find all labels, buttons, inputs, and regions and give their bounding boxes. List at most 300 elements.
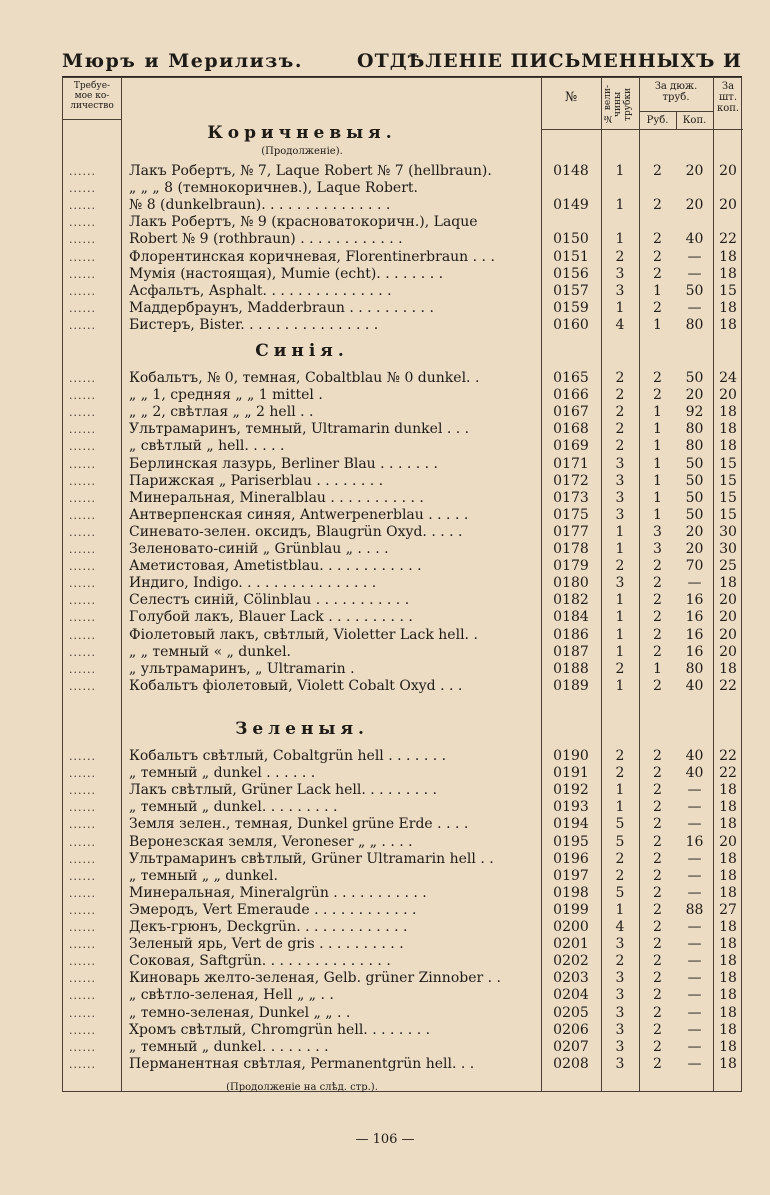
qty-cell: ...... [69,1023,96,1037]
header-per-piece: За шт. коп. [716,81,740,114]
item-number: 0193 [553,799,589,816]
qty-cell: ...... [69,1057,96,1071]
qty-cell: ...... [69,182,96,196]
table-row [63,507,743,524]
item-name: Хромъ свѣтлый, Chromgrün hell. . . . . . . . [129,1021,431,1038]
item-price-rub: 1 [653,660,662,677]
qty-cell: ...... [69,1006,96,1020]
item-name: „ темно-зеленая, Dunkel „ „ . . [129,1004,351,1021]
item-price-piece: 18 [719,660,737,677]
item-number: 0194 [553,816,589,833]
item-price-rub: 1 [653,316,662,333]
table-row [63,592,743,609]
item-number: 0187 [553,643,589,660]
item-name: Зеленый ярь, Vert de gris . . . . . . . . . . [129,936,404,953]
qty-cell: ...... [69,869,96,883]
item-number: 0199 [553,901,589,918]
item-price-kop: 20 [685,387,704,404]
item-price-kop: — [687,1055,702,1072]
table-row [63,868,743,885]
item-price-kop: — [687,782,702,799]
item-tube-size: 3 [615,472,625,489]
item-number: 0207 [553,1038,589,1055]
table-row [63,558,743,575]
item-name: Земля зелен., темная, Dunkel grüne Erde . . . . [129,816,469,833]
item-price-rub: 2 [653,265,662,282]
item-name: „ темный „ „ dunkel. [129,867,278,884]
item-price-piece: 20 [719,163,737,179]
qty-cell: ...... [69,301,96,315]
table-row [63,627,743,644]
item-name: „ свѣтлый „ hell. . . . . [129,438,285,455]
item-price-kop: 70 [685,558,704,575]
item-name: Ультрамаринъ свѣтлый, Grüner Ultramarin hell . . [129,850,494,867]
table-row [63,936,743,953]
item-name: Аметистовая, Ametistblau. . . . . . . . . . . . [129,558,422,575]
item-price-kop: 50 [685,472,704,489]
item-number: 0167 [553,404,589,421]
item-tube-size: 3 [615,489,625,506]
item-price-kop: — [687,987,702,1004]
item-tube-size: 2 [615,248,625,265]
item-price-piece: 18 [719,919,737,935]
item-number: 0160 [553,316,589,333]
item-tube-size: 2 [615,370,625,386]
item-price-piece: 25 [719,558,737,575]
item-price-kop: 40 [685,231,704,248]
header-per-dozen: За дюж. труб. [654,81,698,103]
item-name: Зеленовато-синій „ Grünblau „ . . . . [129,541,389,557]
item-name: Киноварь желто-зеленая, Gelb. grüner Zinnober . . [129,970,501,987]
qty-cell: ...... [69,852,96,866]
item-price-rub: 2 [653,231,662,248]
item-price-piece: 18 [719,884,737,901]
item-price-rub: 2 [653,884,662,901]
table-row [63,404,743,421]
item-price-rub: 2 [653,575,662,592]
qty-cell: ...... [69,389,96,403]
item-price-kop: — [687,953,702,970]
table-row [63,678,743,695]
item-tube-size: 1 [615,799,625,816]
item-price-kop: 16 [685,643,704,660]
item-price-kop: — [687,248,702,265]
item-price-rub: 2 [653,558,662,575]
item-tube-size: 2 [615,765,625,782]
item-number: 0204 [553,987,589,1004]
item-tube-size: 3 [615,936,625,953]
header-kop: Коп. [682,115,707,126]
item-number: 0171 [553,455,589,472]
item-number: 0198 [553,884,589,901]
qty-cell: ...... [69,784,96,798]
item-price-kop: 16 [685,592,704,609]
item-price-piece: 18 [719,575,737,592]
item-number: 0180 [553,575,589,592]
item-price-rub: 2 [653,867,662,884]
item-number: 0192 [553,782,589,799]
item-name: „ ультрамаринъ, „ Ultramarin . [129,660,355,677]
item-tube-size: 3 [615,1021,625,1038]
item-name: „ свѣтло-зеленая, Hell „ „ . . [129,987,334,1004]
item-price-rub: 1 [653,282,662,299]
qty-cell: ...... [69,406,96,420]
item-price-piece: 15 [719,506,737,523]
item-price-kop: 80 [685,316,704,333]
item-price-rub: 2 [653,592,662,609]
item-price-rub: 2 [653,299,662,316]
item-price-rub: 2 [653,833,662,850]
item-name: „ темный „ dunkel. . . . . . . . [129,1038,329,1055]
item-tube-size: 3 [615,1038,625,1055]
item-tube-size: 3 [615,970,625,987]
qty-cell: ...... [69,250,96,264]
page-header [62,44,742,78]
item-price-piece: 18 [719,316,737,333]
item-price-piece: 18 [719,1055,737,1072]
item-price-rub: 2 [653,609,662,626]
item-price-kop: — [687,265,702,282]
item-name: Бистеръ, Bister. . . . . . . . . . . . . . . . [129,316,379,333]
item-number: 0165 [553,370,589,386]
item-price-piece: 30 [719,541,737,557]
item-name: Кобальтъ фіолетовый, Violett Cobalt Oxyd . . . [129,677,463,694]
qty-cell: ...... [69,423,96,437]
item-price-rub: 2 [653,387,662,404]
qty-cell: ...... [69,543,96,556]
item-price-kop: — [687,970,702,987]
item-price-kop: 50 [685,370,704,386]
qty-cell: ...... [69,750,96,763]
table-row [63,387,743,404]
header-tube-size: № вели- чины трубки [603,85,633,124]
item-name: Голубой лакъ, Blauer Lack . . . . . . . . . . [129,609,413,626]
table-row [63,524,743,541]
section-title: Коричневыя. [207,123,397,143]
item-name: Ультрамаринъ, темный, Ultramarin dunkel . . . [129,421,470,438]
item-price-kop: — [687,799,702,816]
item-price-piece: 18 [719,438,737,455]
header-divider [63,119,121,120]
item-name: Индиго, Indigo. . . . . . . . . . . . . . . . [129,575,377,592]
qty-cell: ...... [69,921,96,934]
table-row [63,1022,743,1039]
item-tube-size: 2 [615,438,625,455]
item-price-rub: 1 [653,489,662,506]
item-number: 0190 [553,748,589,764]
item-tube-size: 4 [615,316,625,333]
table-row [63,661,743,678]
item-price-piece: 18 [719,987,737,1004]
item-tube-size: 3 [615,987,625,1004]
item-price-rub: 2 [653,970,662,987]
item-tube-size: 2 [615,953,625,970]
item-price-kop: 80 [685,438,704,455]
item-price-piece: 20 [719,197,737,214]
qty-cell: ...... [69,989,96,1003]
table-row [63,970,743,987]
item-price-rub: 2 [653,765,662,782]
item-number: 0178 [553,541,589,557]
item-price-rub: 2 [653,782,662,799]
item-tube-size: 1 [615,782,625,799]
qty-cell: ...... [69,284,96,298]
item-price-rub: 1 [653,404,662,421]
qty-cell: ...... [69,903,96,917]
item-price-kop: — [687,575,702,592]
item-number: 0159 [553,299,589,316]
table-row [63,919,743,936]
item-name: Селестъ синій, Cölinblau . . . . . . . . . . . [129,592,410,609]
item-price-piece: 27 [719,901,737,918]
qty-cell: ...... [69,628,96,642]
header-number: № [564,90,578,105]
header-divider [639,111,713,112]
item-price-rub: 2 [653,850,662,867]
item-price-rub: 3 [653,523,662,540]
qty-cell: ...... [69,801,96,815]
item-price-kop: 80 [685,421,704,438]
item-price-kop: 50 [685,506,704,523]
qty-cell: ...... [69,662,96,676]
item-name: Синевато-зелен. оксидъ, Blaugrün Oxyd. . . . . [129,523,463,540]
item-tube-size: 1 [615,643,625,660]
table-row [63,370,743,387]
item-name: Robert № 9 (rothbraun) . . . . . . . . . . . . [129,231,403,248]
table-row [63,987,743,1004]
item-price-rub: 2 [653,748,662,764]
item-price-piece: 18 [719,265,737,282]
qty-cell: ...... [69,267,96,281]
item-name: „ темный „ dunkel . . . . . . [129,765,316,782]
item-price-rub: 3 [653,541,662,557]
item-number: 0186 [553,626,589,643]
item-number: 0197 [553,867,589,884]
item-price-piece: 18 [719,867,737,884]
table-row [63,1056,743,1073]
item-name: Кобальтъ, № 0, темная, Cobaltblau № 0 dunkel. . [129,370,480,386]
item-price-rub: 2 [653,936,662,953]
item-name: № 8 (dunkelbraun). . . . . . . . . . . . . . . [129,197,391,214]
table-row [63,575,743,592]
qty-cell: ...... [69,457,96,471]
item-price-rub: 2 [653,248,662,265]
qty-cell: ...... [69,955,96,969]
item-price-rub: 2 [653,1021,662,1038]
item-price-kop: 50 [685,489,704,506]
price-table [62,77,742,1092]
header-rub: Руб. [646,115,669,126]
item-price-piece: 20 [719,833,737,850]
table-row [63,180,743,197]
table-row [63,214,743,231]
item-name: „ „ 1, средняя „ „ 1 mittel . [129,387,323,404]
table-row [63,197,743,214]
item-number: 0184 [553,609,589,626]
item-price-piece: 18 [719,1004,737,1021]
table-row [63,1039,743,1056]
item-price-rub: 2 [653,677,662,694]
item-number: 0177 [553,523,589,540]
item-name: Минеральная, Mineralgrün . . . . . . . . . . . [129,884,427,901]
item-price-piece: 22 [719,748,737,764]
table-row [63,541,743,558]
item-price-piece: 18 [719,1021,737,1038]
qty-cell: ...... [69,318,96,332]
item-tube-size: 1 [615,299,625,316]
qty-cell: ...... [69,525,96,539]
item-price-kop: — [687,936,702,953]
item-price-piece: 24 [719,370,737,386]
item-price-rub: 1 [653,506,662,523]
item-name: Лакъ Робертъ, № 9 (красноватокоричн.), Laque [129,214,478,231]
item-price-piece: 20 [719,643,737,660]
page-number: — 106 — [355,1132,415,1147]
qty-cell: ...... [69,165,96,178]
item-name: Антверпенская синяя, Antwerpenerblau . . . . . [129,506,469,523]
item-price-kop: — [687,867,702,884]
table-row [63,851,743,868]
item-price-piece: 18 [719,936,737,953]
qty-cell: ...... [69,594,96,608]
item-price-piece: 18 [719,1038,737,1055]
item-price-rub: 1 [653,421,662,438]
item-tube-size: 2 [615,867,625,884]
item-number: 0151 [553,248,589,265]
table-row [63,1005,743,1022]
table-row [63,490,743,507]
item-name: Лакъ свѣтлый, Grüner Lack hell. . . . . . . . . [129,782,437,799]
qty-cell: ...... [69,372,96,385]
item-tube-size: 1 [615,541,625,557]
table-row [63,421,743,438]
item-tube-size: 3 [615,506,625,523]
item-name: Кобальтъ свѣтлый, Cobaltgrün hell . . . . . . . [129,748,447,764]
item-tube-size: 2 [615,558,625,575]
item-price-piece: 15 [719,282,737,299]
item-price-piece: 20 [719,609,737,626]
item-price-rub: 2 [653,901,662,918]
item-price-piece: 20 [719,387,737,404]
item-price-piece: 18 [719,850,737,867]
item-price-piece: 15 [719,472,737,489]
table-row [63,953,743,970]
item-price-piece: 18 [719,953,737,970]
item-name: „ „ 2, свѣтлая „ „ 2 hell . . [129,404,314,421]
item-number: 0156 [553,265,589,282]
item-tube-size: 1 [615,197,625,214]
qty-cell: ...... [69,216,96,230]
item-tube-size: 1 [615,592,625,609]
item-tube-size: 1 [615,523,625,540]
qty-cell: ...... [69,491,96,505]
table-row [63,438,743,455]
section-note: (Продолженіе). [261,146,343,157]
item-price-rub: 2 [653,197,662,214]
item-number: 0179 [553,558,589,575]
item-price-piece: 20 [719,626,737,643]
qty-cell: ...... [69,199,96,213]
item-number: 0168 [553,421,589,438]
item-price-rub: 2 [653,626,662,643]
item-price-rub: 2 [653,1038,662,1055]
item-price-rub: 2 [653,1004,662,1021]
item-price-piece: 22 [719,677,737,694]
table-row [63,249,743,266]
item-price-kop: — [687,919,702,935]
item-price-kop: 20 [685,523,704,540]
item-tube-size: 1 [615,231,625,248]
item-number: 0208 [553,1055,589,1072]
item-number: 0166 [553,387,589,404]
qty-cell: ...... [69,508,96,522]
qty-cell: ...... [69,818,96,832]
item-price-kop: 92 [685,404,704,421]
item-name: Веронезская земля, Veroneser „ „ . . . . [129,833,413,850]
qty-cell: ...... [69,938,96,952]
item-tube-size: 2 [615,387,625,404]
item-price-rub: 2 [653,953,662,970]
qty-cell: ...... [69,233,96,247]
item-price-piece: 18 [719,970,737,987]
item-price-rub: 1 [653,455,662,472]
item-price-kop: — [687,1021,702,1038]
item-number: 0148 [553,163,589,179]
item-number: 0149 [553,197,589,214]
item-tube-size: 4 [615,919,625,935]
item-price-rub: 2 [653,370,662,386]
item-name: „ темный „ dunkel. . . . . . . . . [129,799,338,816]
item-price-kop: 16 [685,833,704,850]
item-tube-size: 3 [615,282,625,299]
item-number: 0172 [553,472,589,489]
item-name: Соковая, Saftgrün. . . . . . . . . . . . . . . [129,953,391,970]
qty-cell: ...... [69,1040,96,1054]
item-number: 0188 [553,660,589,677]
item-price-kop: 88 [685,901,704,918]
item-price-kop: 50 [685,455,704,472]
table-row [63,283,743,300]
item-name: Перманентная свѣтлая, Permanentgrün hell. . . [129,1055,475,1072]
item-price-kop: — [687,816,702,833]
item-name: Маддербраунъ, Madderbraun . . . . . . . . . . [129,299,434,316]
item-price-rub: 2 [653,643,662,660]
table-row [63,300,743,317]
item-number: 0169 [553,438,589,455]
item-tube-size: 2 [615,850,625,867]
item-price-piece: 18 [719,782,737,799]
item-price-kop: 20 [685,197,704,214]
item-price-piece: 18 [719,248,737,265]
item-name: „ „ темный « „ dunkel. [129,643,291,660]
item-tube-size: 1 [615,609,625,626]
item-tube-size: 3 [615,455,625,472]
table-row [63,473,743,490]
qty-cell: ...... [69,972,96,986]
item-tube-size: 2 [615,660,625,677]
item-tube-size: 1 [615,626,625,643]
item-number: 0196 [553,850,589,867]
item-name: Берлинская лазурь, Berliner Blau . . . . . . . [129,455,439,472]
item-number: 0202 [553,953,589,970]
item-tube-size: 1 [615,163,625,179]
item-name: Декъ-грюнъ, Deckgrün. . . . . . . . . . . . . [129,919,408,935]
item-tube-size: 3 [615,1004,625,1021]
table-row [63,317,743,334]
item-price-rub: 2 [653,1055,662,1072]
qty-cell: ...... [69,440,96,454]
item-price-piece: 15 [719,489,737,506]
